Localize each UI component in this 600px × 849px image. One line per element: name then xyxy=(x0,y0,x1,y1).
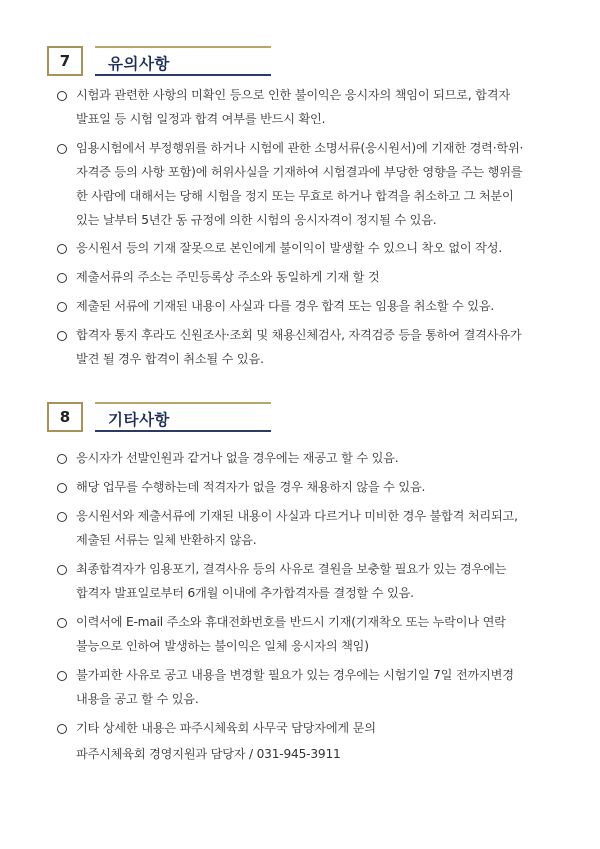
section-7-bottom-rule xyxy=(95,74,271,76)
section-8-top-rule xyxy=(95,402,271,404)
circle-bullet-icon xyxy=(57,724,67,734)
item-line: 한 사람에 대해서는 당해 시험을 정지 또는 무효로 하거나 합격을 취소하고 그 처분이 xyxy=(76,189,514,203)
item-text xyxy=(76,610,562,658)
section-8-title: 기타사항 xyxy=(108,411,170,429)
section-7-top-rule xyxy=(95,46,271,48)
contact-info: 파주시체육회 경영지원과 담당자 / 031-945-3911 xyxy=(76,747,341,761)
circle-bullet-icon xyxy=(57,144,67,154)
item-line: 불능으로 인하여 발생하는 불이익은 일체 응시자의 책임) xyxy=(76,639,369,653)
item-text xyxy=(76,265,562,289)
item-line: 최종합격자가 임용포기, 결격사유 등의 사유로 결원을 보충할 필요가 있는 경우에는 xyxy=(76,562,507,576)
item-line: 내용을 공고 할 수 있음. xyxy=(76,692,199,706)
item-line: 자격증 등의 사항 포함)에 허위사실을 기재하여 시험결과에 부당한 영향을 주는 행위를 xyxy=(76,165,523,179)
item-text xyxy=(76,504,562,552)
item-line: 응시자가 선발인원과 같거나 없을 경우에는 재공고 할 수 있음. xyxy=(76,451,399,465)
item-line: 이력서에 E-mail 주소와 휴대전화번호를 반드시 기재(기재착오 또는 누락이나 연락 xyxy=(76,615,506,629)
item-text xyxy=(76,83,562,131)
circle-bullet-icon xyxy=(57,454,67,464)
circle-bullet-icon xyxy=(57,331,67,341)
circle-bullet-icon xyxy=(57,483,67,493)
item-line: 응시원서 등의 기재 잘못으로 본인에게 불이익이 발생할 수 있으니 착오 없이 작성. xyxy=(76,241,503,255)
item-line: 불가피한 사유로 공고 내용을 변경할 필요가 있는 경우에는 시험기일 7일 전까지변경 xyxy=(76,668,514,682)
item-line: 임용시험에서 부정행위를 하거나 시험에 관한 소명서류(응시원서)에 기재한 경력·학위· xyxy=(76,141,524,155)
item-line: 발견 될 경우 합격이 취소될 수 있음. xyxy=(76,352,264,366)
item-text xyxy=(76,475,562,499)
circle-bullet-icon xyxy=(57,512,67,522)
item-text xyxy=(76,294,562,318)
item-line: 있는 날부터 5년간 동 규정에 의한 시험의 응시자격이 정지될 수 있음. xyxy=(76,213,437,227)
circle-bullet-icon xyxy=(57,671,67,681)
item-line: 제출된 서류에 기재된 내용이 사실과 다를 경우 합격 또는 임용을 취소할 수 있음. xyxy=(76,299,495,313)
item-line: 합격자 통지 후라도 신원조사·조회 및 채용신체검사, 자격검증 등을 통하여 결격사유가 xyxy=(76,328,522,342)
item-line: 제출서류의 주소는 주민등록상 주소와 동일하게 기재 할 것 xyxy=(76,270,380,284)
item-text xyxy=(76,663,562,711)
item-line: 합격자 발표일로부터 6개월 이내에 추가합격자를 결정할 수 있음. xyxy=(76,586,414,600)
item-text xyxy=(76,136,562,232)
section-8-bottom-rule xyxy=(95,430,271,432)
section-7-title: 유의사항 xyxy=(108,55,170,73)
item-line: 발표일 등 시험 일정과 합격 여부를 반드시 확인. xyxy=(76,112,326,126)
item-line: 해당 업무를 수행하는데 적격자가 없을 경우 채용하지 않을 수 있음. xyxy=(76,480,426,494)
item-text xyxy=(76,323,562,371)
circle-bullet-icon xyxy=(57,565,67,575)
item-text xyxy=(76,236,562,260)
section-7 xyxy=(0,46,600,80)
section-8 xyxy=(0,402,600,436)
circle-bullet-icon xyxy=(57,273,67,283)
section-7-header xyxy=(0,46,600,80)
circle-bullet-icon xyxy=(57,302,67,312)
item-text xyxy=(76,446,562,470)
circle-bullet-icon xyxy=(57,618,67,628)
section-7-number: 7 xyxy=(47,46,83,76)
item-line: 응시원서와 제출서류에 기재된 내용이 사실과 다르거나 미비한 경우 불합격 처리되고, xyxy=(76,509,518,523)
section-8-number: 8 xyxy=(47,402,83,432)
item-text xyxy=(76,557,562,605)
item-line: 제출된 서류는 일체 반환하지 않음. xyxy=(76,533,257,547)
section-8-header xyxy=(0,402,600,436)
item-line: 기타 상세한 내용은 파주시체육회 사무국 담당자에게 문의 xyxy=(76,721,376,735)
item-line: 시험과 관련한 사항의 미확인 등으로 인한 불이익은 응시자의 책임이 되므로, 합격자 xyxy=(76,88,510,102)
circle-bullet-icon xyxy=(57,91,67,101)
item-text xyxy=(76,716,562,740)
circle-bullet-icon xyxy=(57,244,67,254)
